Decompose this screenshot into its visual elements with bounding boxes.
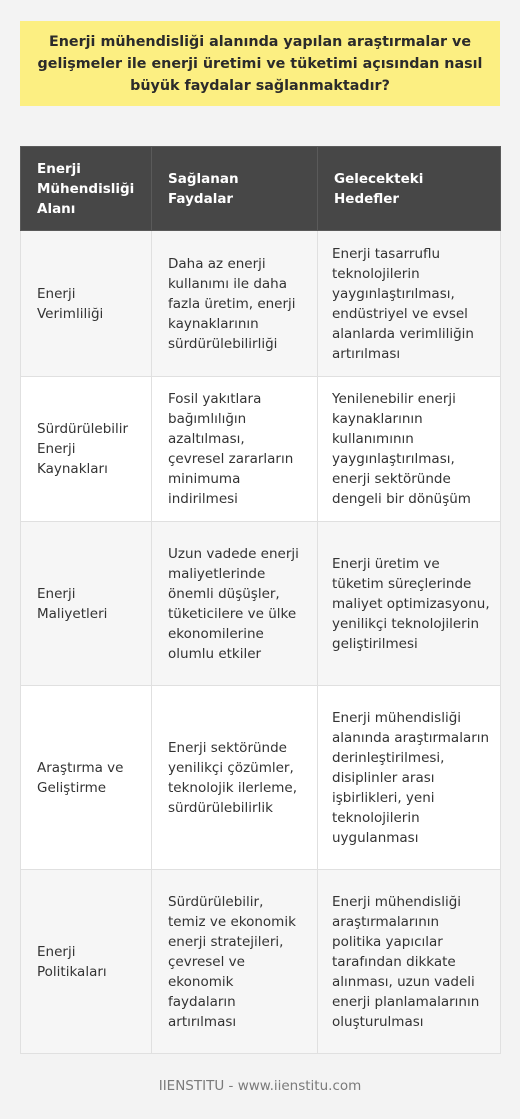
- page-title: Enerji mühendisliği alanında yapılan araştırmalar ve gelişmeler ile enerji üretimi ve tüketimi açısından nasıl büyük faydalar sağlanmaktadır?: [37, 33, 483, 94]
- cell-area: Araştırma ve Geliştirme: [21, 686, 152, 870]
- header-goals: Gelecekteki Hedefler: [318, 147, 501, 231]
- cell-goals: Enerji mühendisliği alanında araştırmaların derinleştirilmesi, disiplinler arası işbirlikleri, yeni teknolojilerin uygulanması: [318, 686, 501, 870]
- cell-area: Enerji Politikaları: [21, 870, 152, 1054]
- table-row: [21, 231, 501, 377]
- table-row: [21, 377, 501, 522]
- cell-area: Enerji Verimliliği: [21, 231, 152, 377]
- energy-table: [20, 146, 501, 1054]
- cell-benefits: Enerji sektöründe yenilikçi çözümler, teknolojik ilerleme, sürdürülebilirlik: [152, 686, 318, 870]
- cell-benefits: Fosil yakıtlara bağımlılığın azaltılması, çevresel zararların minimuma indirilmesi: [152, 377, 318, 522]
- table-header-row: [21, 147, 501, 231]
- title-banner: [20, 21, 500, 106]
- cell-goals: Enerji tasarruflu teknolojilerin yaygınlaştırılması, endüstriyel ve evsel alanlarda verimliliğin artırılması: [318, 231, 501, 377]
- table-row: [21, 870, 501, 1054]
- header-benefits: Sağlanan Faydalar: [152, 147, 318, 231]
- cell-goals: Enerji mühendisliği araştırmalarının politika yapıcılar tarafından dikkate alınması, uzun vadeli enerji planlamalarının oluşturulması: [318, 870, 501, 1054]
- header-area: Enerji Mühendisliği Alanı: [21, 147, 152, 231]
- cell-benefits: Uzun vadede enerji maliyetlerinde önemli düşüşler, tüketicilere ve ülke ekonomilerine olumlu etkiler: [152, 522, 318, 686]
- footer-credit: IIENSTITU - www.iienstitu.com: [158, 1078, 362, 1094]
- table-row: [21, 686, 501, 870]
- cell-goals: Yenilenebilir enerji kaynaklarının kullanımının yaygınlaştırılması, enerji sektöründe dengeli bir dönüşüm: [318, 377, 501, 522]
- cell-benefits: Sürdürülebilir, temiz ve ekonomik enerji stratejileri, çevresel ve ekonomik faydaların artırılması: [152, 870, 318, 1054]
- cell-area: Enerji Maliyetleri: [21, 522, 152, 686]
- cell-goals: Enerji üretim ve tüketim süreçlerinde maliyet optimizasyonu, yenilikçi teknolojilerin geliştirilmesi: [318, 522, 501, 686]
- cell-benefits: Daha az enerji kullanımı ile daha fazla üretim, enerji kaynaklarının sürdürülebilirliği: [152, 231, 318, 377]
- cell-area: Sürdürülebilir Enerji Kaynakları: [21, 377, 152, 522]
- table-row: [21, 522, 501, 686]
